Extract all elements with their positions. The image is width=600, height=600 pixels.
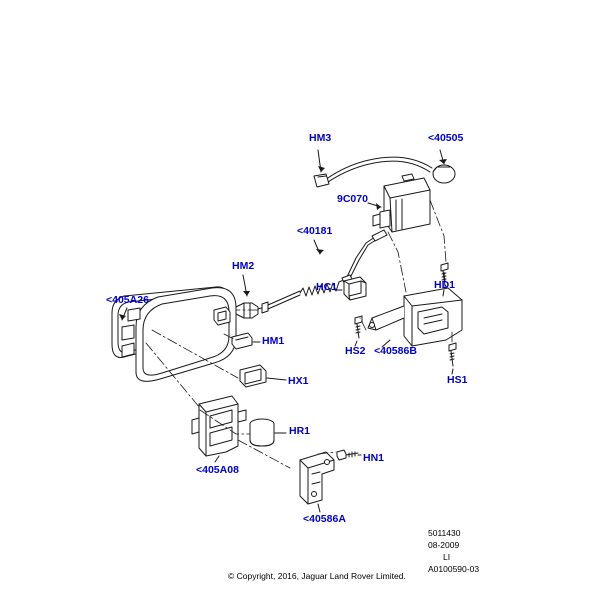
label-hd1[interactable]: HD1	[434, 279, 456, 291]
label-405a26[interactable]: <405A26	[106, 294, 149, 306]
fuel-door-actuator-9c070	[373, 174, 430, 232]
model-code: LI	[443, 552, 451, 562]
label-hm2[interactable]: HM2	[232, 260, 255, 272]
bracket-40586b	[368, 288, 462, 346]
filler-door-bezel	[136, 288, 236, 382]
label-hm3[interactable]: HM3	[309, 132, 332, 144]
label-hm1[interactable]: HM1	[262, 335, 285, 347]
label-hn1[interactable]: HN1	[363, 452, 385, 464]
bracket-40586a	[300, 452, 334, 504]
label-hr1[interactable]: HR1	[289, 425, 311, 437]
bolt-hn1	[337, 450, 358, 460]
label-405a08[interactable]: <405A08	[196, 464, 239, 476]
label-40586a[interactable]: <40586A	[303, 513, 346, 525]
screw-hs1	[449, 343, 456, 366]
release-cable-40181	[268, 230, 387, 309]
latch-assembly-405a08	[192, 396, 246, 456]
label-hx1[interactable]: HX1	[288, 375, 309, 387]
drawing-date: 08-2009	[428, 540, 460, 550]
drawing-ref: A0100590-03	[428, 564, 480, 574]
label-40586b[interactable]: <40586B	[374, 345, 417, 357]
cable-clip-hc1	[344, 277, 366, 300]
leader-40586a	[318, 504, 320, 512]
screw-hs2	[355, 316, 362, 338]
label-40181[interactable]: <40181	[297, 225, 333, 237]
label-hs2[interactable]: HS2	[345, 345, 366, 357]
door-hinge-tab	[214, 307, 230, 325]
leader-405a08	[215, 456, 219, 462]
label-40505[interactable]: <40505	[428, 132, 464, 144]
label-hs1[interactable]: HS1	[447, 374, 468, 386]
bush-hr1	[250, 419, 274, 446]
copyright-notice: © Copyright, 2016, Jaguar Land Rover Limited.	[228, 571, 406, 581]
label-hc1[interactable]: HC1	[316, 281, 338, 293]
clip-hx1	[240, 365, 266, 387]
label-9c070[interactable]: 9C070	[337, 193, 368, 205]
wiring-harness-40505	[314, 157, 455, 187]
leader-hx1	[267, 378, 286, 380]
drawing-number: 5011430	[428, 528, 461, 538]
